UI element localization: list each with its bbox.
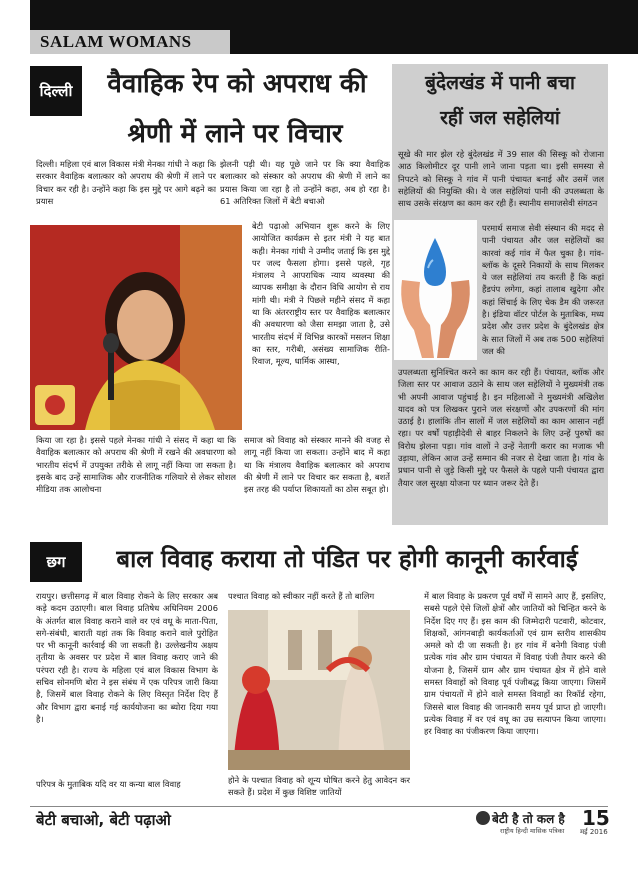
- story3-col3: में बाल विवाह के प्रकरण पूर्व वर्षों में सामने आए हैं, इसलिए, सबसे पहले ऐसे जिलों क्षेत्रों और जातियों को चिन्हित करने के निर्देश दिए गए हैं। इस काम की जिम्मेदारी पटवारी, कोटवार, शिक्षकों, आंगनबाड़ी कार्यकर्ताओं एवं ग्राम स्तरीय शासकीय अमले को दी जा सकती है। हर गांव में बनेगी विवाह पंजी प्रत्येक गांव और ग्राम पंचायत में विवाह पंजी तैयार करने की योजना है, जिसमें ग्राम और ग्राम पंचायत क्षेत्र में होने वाले समस्त विवाहों को विवाह पूर्व पंजीबद्ध किया जाएगा। जिसमें ग्राम पंचायतों में होने वाले समस्त विवाहों का रिकॉर्ड रहेगा, जिससे बाल विवाह की जानकारी समय पूर्व प्राप्त हो जाएगी। प्रत्येक विवाह में वर एवं वधू का उम्र सत्यापन किया जाएगा। हर विवाह का पंजीकरण किया जाएगा।: [424, 591, 606, 737]
- header-rule: [30, 0, 638, 30]
- story1-headline-line1: वैवाहिक रेप को अपराध की: [107, 69, 367, 99]
- story2-intro: सूखे की मार झेल रहे बुंदेलखंड में 39 साल की सिस्कू को रोजाना आठ किलोमीटर दूर पानी लाने जाना पड़ता था। इसी समस्या से निपटने को सिस्कू ने गांव में पानी पंचायत बनाई और उसमें जल सहेलियों की नियुक्ति की। ये जल सहेलियां पानी की उपलब्धता के साथ उसके संरक्षण का काम कर रही हैं। स्थानीय समाजसेवी संगठन: [398, 149, 604, 209]
- story2-headline-line2: रहीं जल सहेलियां: [440, 107, 560, 129]
- story3-headline: बाल विवाह कराया तो पंडित पर होगी कानूनी कार्रवाई: [116, 545, 578, 573]
- footer-rule: [30, 806, 608, 807]
- footer-slogan: बेटी बचाओ, बेटी पढ़ाओ: [36, 811, 171, 829]
- story1-col2-bottom: समाज को विवाह को संस्कार मानने की वजह से लागू नहीं किया जा सकता। उन्होंने बाद में कहा था कि मंत्रालय वैवाहिक बलात्कार को अपराध की श्रेणी में लाने पर विचार कर सकता है, बशर्ते इस तरह की पर्याप्त शिकायतों का ठोस सबूत हो।: [244, 435, 390, 495]
- story1-col2-mid: बेटी पढ़ाओ अभियान शुरू करने के लिए आयोजित कार्यक्रम से इतर मंत्री ने यह बात कही। मेनका गांधी ने उम्मीद जताई कि इस मुद्दे पर जल्द फैसला होगा। इससे पहले, गृह मंत्रालय ने आपराधिक न्याय व्यवस्था की व्यापक समीक्षा के दौरान विधि आयोग से राय मांगी थी। मंत्री ने पिछले महीने संसद में कहा था कि अंतरराष्ट्रीय स्तर पर वैवाहिक बलात्कार की अवधारणा को जैसा समझा जाता है, उसे भारतीय संदर्भ में विभिन्न कारकों मसलन शिक्षा का स्तर, गरीबी, असंख्य सामाजिक रीति-रिवाज, मूल्य, धार्मिक आस्था,: [252, 221, 390, 367]
- header-bar: [233, 30, 638, 54]
- story3-col2-top: पश्चात विवाह को स्वीकार नहीं करते हैं तो बालिग: [228, 591, 375, 601]
- water-drop-hands-icon: [394, 220, 477, 360]
- story2-headline-line1: बुंदेलखंड में पानी बचा: [425, 72, 575, 94]
- footer-brand: बेटी है तो कल है: [492, 812, 565, 826]
- story1-col1-bottom: किया जा रहा है। इससे पहले मेनका गांधी ने संसद में कहा था कि वैवाहिक बलात्कार को अपराध की श्रेणी में रखने की अवधारणा को भारतीय संदर्भ में उपयुक्त तरीके से लागू नहीं किया जा सकता है। इसके बाद उन्हें सामाजिक और राजनीतिक गलियारे से लेकर सोशल मीडिया तक आलोचना: [36, 435, 236, 495]
- story2-side: परमार्थ समाज सेवी संस्थान की मदद से पानी पंचायत और जल सहेलियों का कारवां कई गांव में फैल चुका है। गांव-ब्लॉक के दूसरे निकायों के साथ मिलकर ये जल सहेलियां तय करती हैं कि कहां हैंडपंप लगेगा, कहां तालाब खुदेगा और कहां सिंचाई के लिए चेक डैम की जरूरत है। इंडिया वॉटर पोर्टल के मुताबिक, मध्य प्रदेश और उत्तर प्रदेश के बुंदेलखंड क्षेत्र के सात जिलों में अब तक 500 सहेलियां जल की: [482, 223, 604, 356]
- place-tag-delhi: दिल्ली: [30, 66, 82, 116]
- story1-headline-line2: श्रेणी में लाने पर विचार: [127, 119, 343, 149]
- minister-photo: [30, 225, 242, 430]
- wedding-photo: [228, 610, 410, 770]
- page-number: 15: [582, 806, 610, 830]
- story1-col1-top: दिल्ली। महिला एवं बाल विकास मंत्री मेनका गांधी ने कहा कि सरकार वैवाहिक बलात्कार को अपराध की श्रेणी में लाने पर विचार कर रही है। उन्होंने कहा कि इस मुद्दे पर आगे बढ़ने का प्रयास: [36, 159, 216, 206]
- footer-brand-sub: राष्ट्रीय हिन्दी मासिक पत्रिका: [500, 827, 565, 835]
- issue-date: मई 2016: [580, 828, 608, 836]
- section-title: SALAM WOMANS: [40, 32, 192, 51]
- story3-col1-tail: परिपत्र के मुताबिक यदि वर या कन्या बाल विवाह: [36, 779, 181, 789]
- story3-col2-bottom: होने के पश्चात विवाह को शून्य घोषित करने हेतु आवेदन कर सकते हैं। प्रदेश में कुछ विशिष्ट जातियों: [228, 775, 410, 798]
- story1-col2-top: झेलनी पड़ी थी। यह पूछे जाने पर कि क्या वैवाहिक बलात्कार को संस्कार को अपराध की श्रेणी में लाने का प्रयास किया जा रहा है तो उन्होंने कहा, अब हो रहा है। 61 अतिरिक्त जिलों में बेटी बचाओ: [220, 159, 390, 206]
- story3-col1: रायपुर। छत्तीसगढ़ में बाल विवाह रोकने के लिए सरकार अब कड़े कदम उठाएगी। बाल विवाह प्रतिषेध अधिनियम 2006 के अंतर्गत बाल विवाह कराने वाले वर एवं वधू के माता-पिता, सगे-संबंधी, बाराती यहां तक कि विवाह कराने वाले पुरोहित पर भी कानूनी कार्रवाई की जा सकती है। उल्लेखनीय अक्षय तृतीया के अवसर पर प्रदेश में बाल विवाह कराए जाने की परंपरा रही है। राज्य के महिला एवं बाल विकास विभाग के सचिव सोनमणि बोरा ने इस संबंध में एक परिपत्र जारी किया है, जिसमें बाल विवाह रोकने के लिए विस्तृत निर्देश दिए हैं और विभाग द्वारा बनाई गई कार्ययोजना का ब्योरा दिया गया है।: [36, 591, 218, 724]
- story2-bottom: उपलब्धता सुनिश्चित करने का काम कर रही हैं। पंचायत, ब्लॉक और जिला स्तर पर आवाज उठाने के साथ जल सहेलियों ने मुख्यमंत्री तक भी अपनी आवाज पहुंचाई है। इन महिलाओं ने मुख्यमंत्री अखिलेश यादव को पत्र लिखकर पुराने जल संरक्षणों और उपकरणों की मांग उठाई है। हालांकि तीन सालों में जल सहेलियों का काम आसान नहीं रहा। पर वर्षों पहाड़ीदेवी से बाहर निकलने के लिए उन्हें पुरुषों का विरोध झेलना पड़ा। गांव वालों ने उन्हें नेतागी करार का मजाक भी उड़ाया, लेकिन आज उन्हें सम्मान की नजर से देखा जाता है। गांव के प्रधान पानी से जुड़े किसी मुद्दे पर फैसले के पहले पानी पंचायत द्वारा तैयार जल सुरक्षा योजना पर ध्यान जरूर देते हैं।: [398, 367, 604, 488]
- minister-illustration: [30, 225, 242, 430]
- footer-brand-logo: [476, 811, 490, 825]
- water-hands-image: [394, 220, 477, 360]
- place-tag-chhattisgarh: छग: [30, 542, 82, 582]
- child-marriage-illustration: [228, 610, 410, 770]
- header-band: [0, 0, 638, 60]
